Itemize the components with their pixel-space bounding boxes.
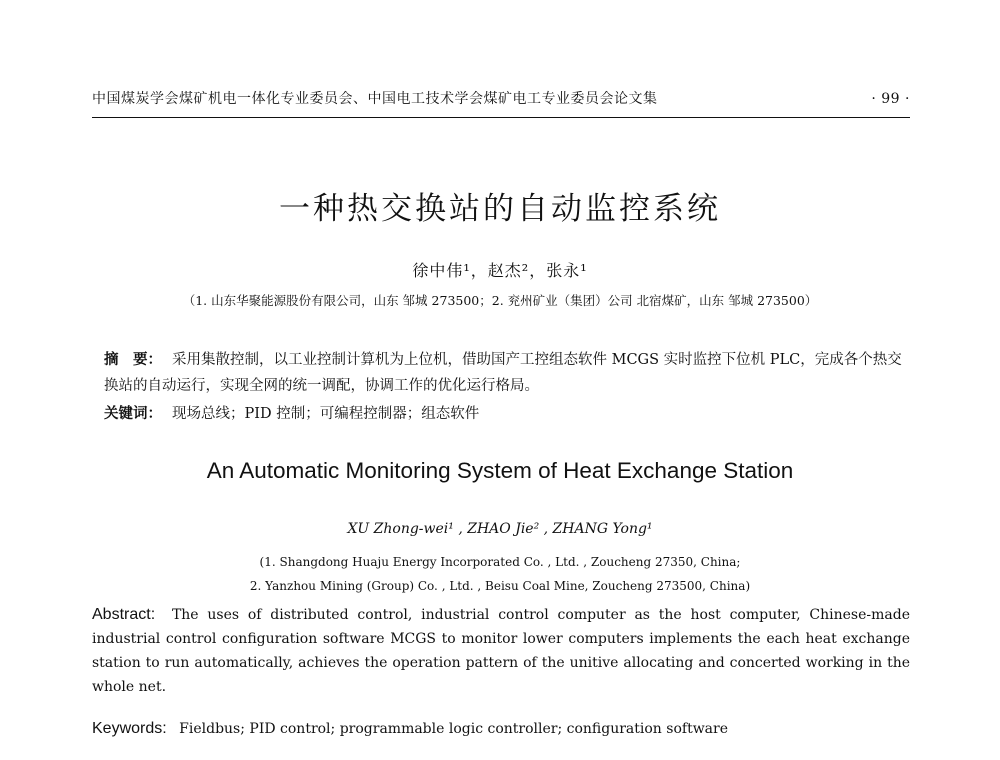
english-abstract-label: Abstract: — [92, 606, 156, 623]
english-abstract-text: The uses of distributed control, industrial control computer as the host computer, Chinese-made industrial control configuration software MCGS to monitor lower computers implements the each heat exchange station to run automatically, achieves the operation pattern of the unitive allocating and concerted working in the whole net. — [92, 607, 910, 695]
chinese-affiliation: （1. 山东华聚能源股份有限公司，山东 邹城 273500；2. 兖州矿业（集团）公司 北宿煤矿，山东 邹城 273500） — [182, 293, 818, 308]
english-affiliation-2: 2. Yanzhou Mining (Group) Co. , Ltd. , Beisu Coal Mine, Zoucheng 273500, China) — [249, 579, 751, 593]
english-keywords — [92, 717, 910, 741]
english-authors: XU Zhong-wei¹ , ZHAO Jie² , ZHANG Yong¹ — [347, 521, 653, 537]
page-number: · 99 · — [871, 91, 910, 107]
chinese-abstract — [104, 347, 904, 399]
english-keywords-label: Keywords: — [92, 720, 167, 737]
chinese-authors: 徐中伟¹，赵杰²，张永¹ — [412, 261, 588, 280]
chinese-abstract-label: 摘 要： — [104, 352, 162, 368]
header-rule — [92, 117, 910, 118]
english-title: An Automatic Monitoring System of Heat Exchange Station — [206, 458, 794, 483]
chinese-abstract-text: 采用集散控制，以工业控制计算机为上位机，借助国产工控组态软件 MCGS 实时监控下位机 PLC，完成各个热交换站的自动运行，实现全网的统一调配，协调工作的优化运行格局。 — [104, 352, 902, 394]
english-abstract — [92, 603, 910, 699]
chinese-keywords-label: 关键词： — [104, 406, 162, 422]
running-title: 中国煤炭学会煤矿机电一体化专业委员会、中国电工技术学会煤矿电工专业委员会论文集 — [92, 91, 658, 107]
chinese-title: 一种热交换站的自动监控系统 — [279, 191, 721, 227]
english-affiliation-1: (1. Shangdong Huaju Energy Incorporated Co. , Ltd. , Zoucheng 27350, China; — [259, 555, 741, 569]
chinese-keywords — [104, 401, 904, 427]
running-header — [92, 88, 910, 108]
english-keywords-text: Fieldbus; PID control; programmable logic controller; configuration software — [179, 721, 728, 737]
chinese-keywords-text: 现场总线；PID 控制；可编程控制器；组态软件 — [172, 406, 480, 422]
